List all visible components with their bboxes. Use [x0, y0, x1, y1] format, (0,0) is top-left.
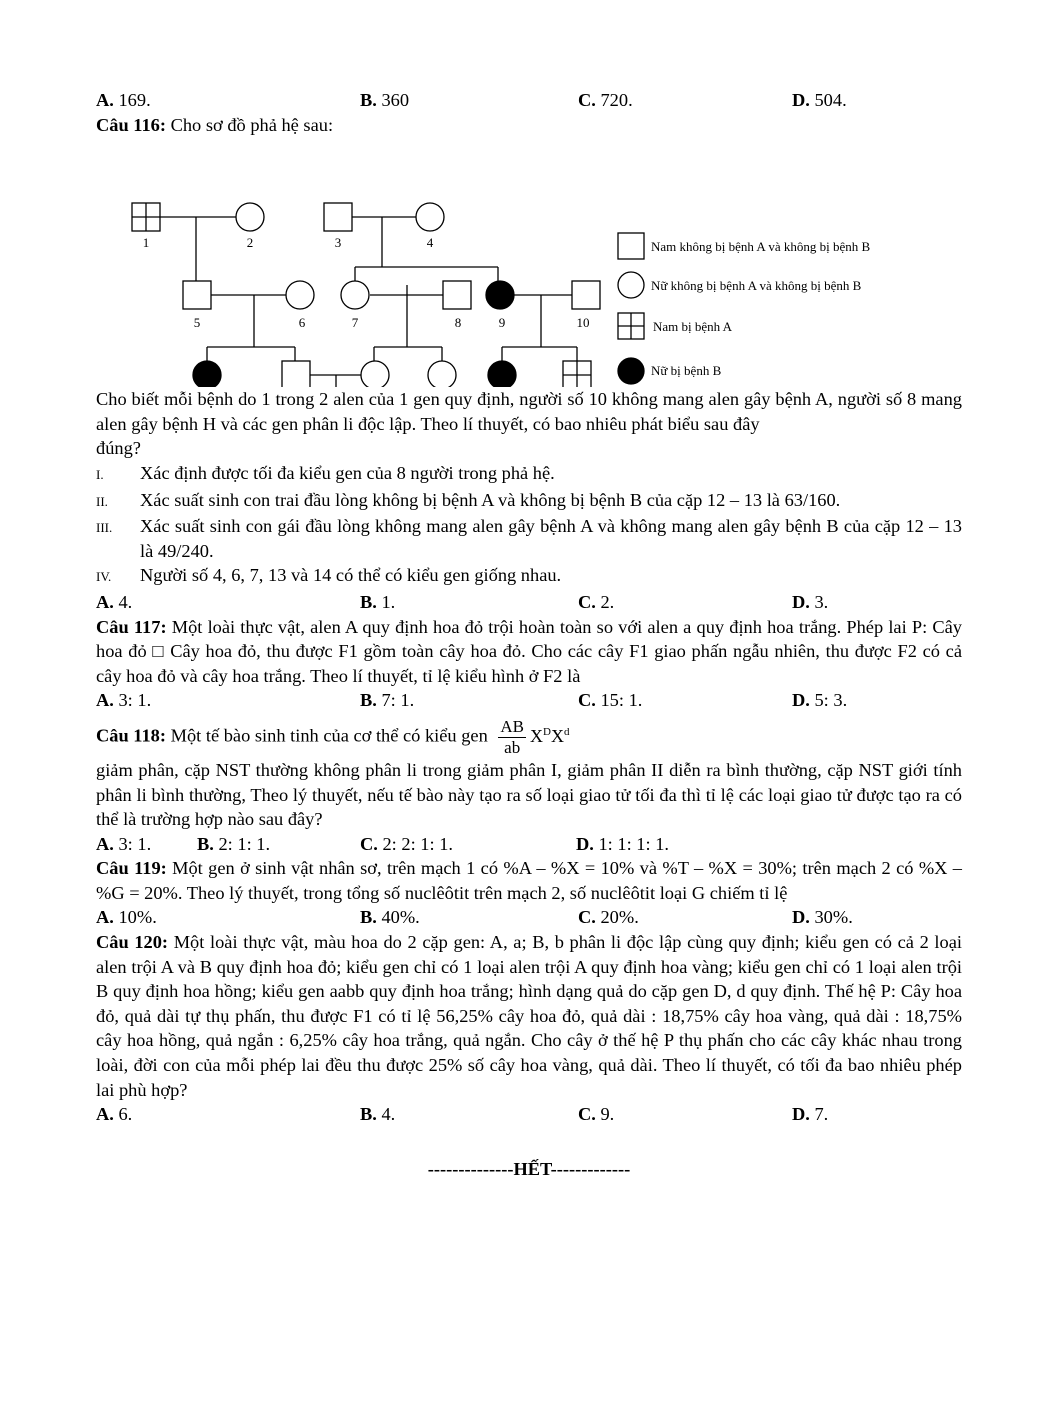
individual-2	[236, 203, 264, 231]
q116-statement-2: II. Xác suất sinh con trai đầu lòng không bị bệnh A và không bị bệnh B của cặp 12 – 13 là 63/160.	[96, 489, 841, 510]
option-a: A. 4.	[96, 591, 133, 612]
option-d: D. 30%.	[792, 907, 853, 928]
option-a: A. 169.	[96, 90, 151, 110]
label-10: 10	[576, 315, 590, 331]
option-b: B. 4.	[360, 1104, 396, 1125]
option-b: B. 2: 1: 1.	[197, 833, 271, 854]
label-5: 5	[193, 315, 201, 331]
q116-paragraph-end: đúng?	[96, 438, 141, 459]
option-a: A. 3: 1.	[96, 690, 152, 711]
option-c: C. 2.	[578, 591, 615, 612]
option-d: D. 504.	[792, 90, 847, 110]
q117-text: Câu 117: Một loài thực vật, alen A quy định hoa đỏ trội hoàn toàn so với alen a quy định hoa trắng. Phép lai P: Cây hoa đỏ □ Cây hoa đỏ, thu được F1 gồm toàn cây hoa đỏ. Cho các cây F1 giao phấn ngẫu nhiên, thu được F2 có cả cây hoa đỏ và cây hoa trắng. Theo lí thuyết, tỉ lệ kiểu hình ở F2 là	[96, 616, 962, 686]
option-a: A. 10%.	[96, 907, 157, 928]
individual-3	[324, 203, 352, 231]
pedigree-svg	[96, 137, 962, 387]
legend-female-disease-b-label: Nữ bị bệnh B	[651, 363, 722, 379]
option-d: D. 5: 3.	[792, 690, 848, 711]
option-b: B. 40%.	[360, 907, 420, 928]
option-c: C. 720.	[578, 90, 633, 110]
q118-stem: Câu 118: Một tế bào sinh tinh của cơ thể có kiểu gen $\frac{AB}{ab}$ $X^DX^d$	[96, 716, 570, 757]
label-2: 2	[246, 235, 254, 251]
individual-6	[286, 281, 314, 309]
individual-8	[443, 281, 471, 309]
end-marker: --------------HẾT-------------	[427, 1158, 631, 1179]
option-b: B. 360	[360, 90, 410, 110]
pedigree-diagram	[96, 137, 962, 387]
label-7: 7	[351, 315, 359, 331]
legend-female-normal-label: Nữ không bị bệnh A và không bị bệnh B	[651, 278, 862, 294]
option-b: B. 1.	[360, 591, 396, 612]
q116-stem: Câu 116: Cho sơ đồ phả hệ sau:	[96, 114, 334, 135]
option-c: C. 20%.	[578, 907, 639, 928]
q116-statement-3: III. Xác suất sinh con gái đầu lòng không mang alen gây bệnh A và không mang alen gây bệnh B của cặp 12 – 13 là 49/240.	[96, 516, 962, 561]
exam-page	[96, 88, 962, 1181]
q116-statement-4: IV. Người số 4, 6, 7, 13 và 14 có thể có kiểu gen giống nhau.	[96, 565, 562, 586]
option-c: C. 2: 2: 1: 1.	[360, 833, 453, 854]
option-d: D. 1: 1: 1: 1.	[576, 833, 669, 854]
q120-options	[96, 1102, 962, 1127]
option-a: A. 3: 1.	[96, 833, 152, 854]
individual-15	[488, 361, 516, 387]
option-d: D. 7.	[792, 1104, 829, 1125]
individual-12	[282, 361, 310, 387]
option-c: C. 9.	[578, 1104, 615, 1125]
individual-13	[361, 361, 389, 387]
option-a: A. 6.	[96, 1104, 133, 1125]
label-4: 4	[426, 235, 434, 251]
q119-text: Câu 119: Một gen ở sinh vật nhân sơ, trên mạch 1 có %A – %X = 10% và %T – %X = 30%; trên mạch 2 có %X – %G = 20%. Theo lý thuyết, trong tổng số nuclêôtit trên mạch 2, số nuclêôtit loại G chiếm tỉ lệ	[96, 858, 962, 903]
q117-options	[96, 688, 962, 713]
label-9: 9	[498, 315, 506, 331]
q119-options	[96, 905, 962, 930]
individual-9	[486, 281, 514, 309]
genotype-fraction: $\frac{AB}{ab}$	[500, 716, 525, 757]
option-b: B. 7: 1.	[360, 690, 415, 711]
label-8: 8	[454, 315, 462, 331]
q116-options	[96, 590, 962, 615]
option-d: D. 3.	[792, 591, 829, 612]
individual-10	[572, 281, 600, 309]
option-c: C. 15: 1.	[578, 690, 643, 711]
q116-paragraph: Cho biết mỗi bệnh do 1 trong 2 alen của 1 gen quy định, người số 10 không mang alen gây bệnh A, người số 8 mang alen gây bệnh H và các gen phân li độc lập. Theo lí thuyết, có bao nhiêu phát biểu sau đây	[96, 389, 962, 434]
q115-options	[96, 88, 962, 113]
individual-11	[193, 361, 221, 387]
individual-5	[183, 281, 211, 309]
q116-statement-1: I. Xác định được tối đa kiểu gen của 8 người trong phả hệ.	[96, 462, 555, 483]
legend-male-normal-label: Nam không bị bệnh A và không bị bệnh B	[651, 239, 871, 255]
label-6: 6	[298, 315, 306, 331]
sex-chromosome-genotype: $X^DX^d$	[530, 725, 570, 746]
legend-female-disease-b-icon	[618, 358, 644, 384]
individual-14	[428, 361, 456, 387]
legend-male-disease-a-label: Nam bị bệnh A	[653, 319, 733, 335]
q118-options	[96, 832, 962, 857]
q120-text: Câu 120: Một loài thực vật, màu hoa do 2 cặp gen: A, a; B, b phân li độc lập cùng quy định; kiểu gen có cả 2 loại alen trội A và B quy định hoa đỏ; kiểu gen chỉ có 1 loại alen trội A quy định hoa vàng; kiểu gen chỉ có 1 loại alen trội B quy định hoa hồng; kiểu gen aabb quy định hoa trắng; hình dạng quả do cặp gen D, d quy định. Thế hệ P: Cây hoa đỏ, quả dài tự thụ phấn, thu được F1 có tỉ lệ 56,25% cây hoa đỏ, quả dài : 18,75% cây hoa vàng, quả dài : 18,75% cây hoa hồng, quả ngắn : 6,25% cây hoa trắng, quả ngắn. Cho cây ở thế hệ P thụ phấn cho các cây khác nhau trong loài, đời con của mỗi phép lai đều thu được 25% số cây hoa vàng, quả dài. Theo lí thuyết, có tối đa bao nhiêu phép lai phù hợp?	[96, 932, 962, 1100]
legend-male-normal-icon	[618, 233, 644, 259]
label-3: 3	[334, 235, 342, 251]
legend-female-normal-icon	[618, 272, 644, 298]
label-1: 1	[142, 235, 150, 251]
individual-4	[416, 203, 444, 231]
individual-7	[341, 281, 369, 309]
q118-text: giảm phân, cặp NST thường không phân li trong giảm phân I, giảm phân II diễn ra bình thường, cặp NST giới tính phân li bình thường, Theo lý thuyết, nếu tế bào này tạo ra số loại giao tử tối đa thì tỉ lệ các loại giao tử được tạo ra có thể là trường hợp nào sau đây?	[96, 759, 962, 830]
